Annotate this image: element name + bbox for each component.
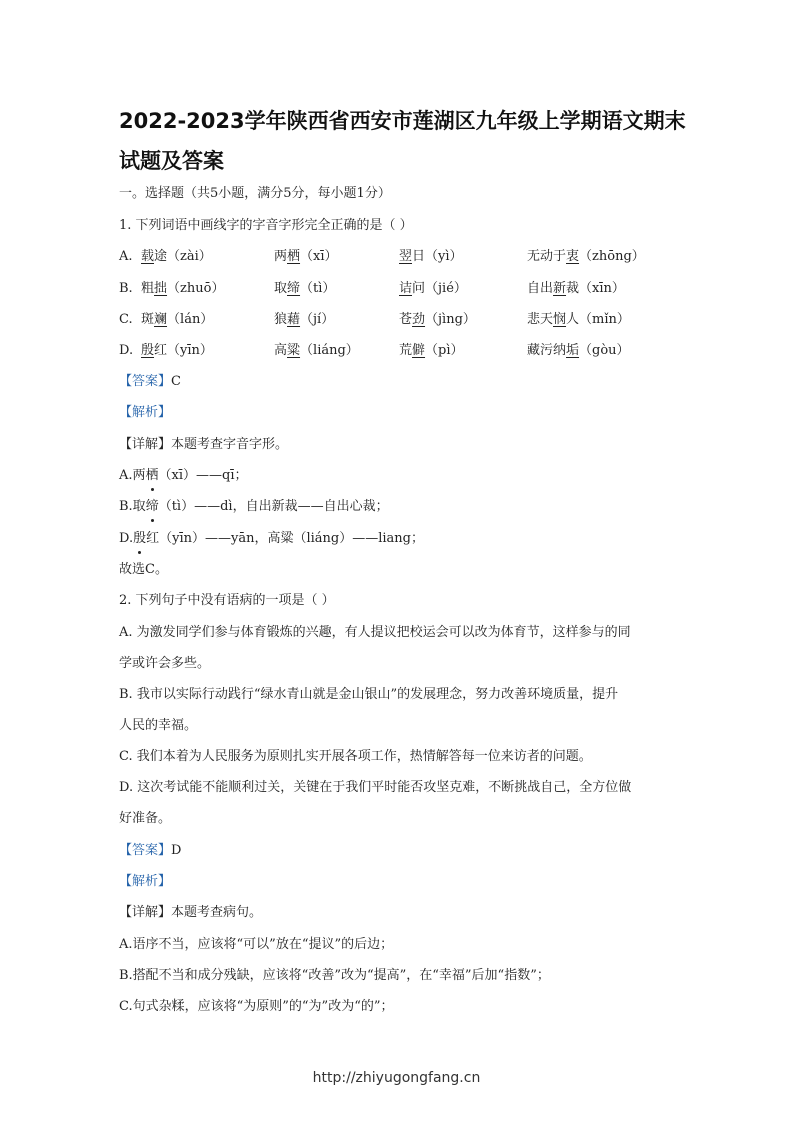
word-text: （tì） <box>300 281 336 296</box>
word-text: 狼 <box>274 312 288 327</box>
analysis-tag: 【解析】 <box>119 874 172 889</box>
answer-value: D <box>171 843 182 858</box>
question-2-option-line: 好准备。 <box>119 811 172 826</box>
page-title: 2022-2023学年陕西省西安市莲湖区九年级上学期语文期末试题及答案 <box>119 109 686 173</box>
underlined-char: 悯 <box>553 312 567 327</box>
point-text: B.取 <box>119 499 146 514</box>
word-text: 途（zài） <box>154 249 212 264</box>
point-text: 红（yīn）——yān，高粱（liáng）——liang； <box>146 531 424 546</box>
word-text: （lán） <box>167 312 214 327</box>
question-2-option-line: C. 我们本着为人民服务为原则扎实开展各项工作，热情解答每一位来访者的问题。 <box>119 749 592 764</box>
detail-line-2 <box>119 904 262 922</box>
dotted-char: 栖 <box>145 468 159 483</box>
explanation-point <box>119 467 248 485</box>
word-text: 人（mǐn） <box>566 312 630 327</box>
option-word <box>274 280 335 298</box>
word-text: 高 <box>274 343 288 358</box>
word-text: 斑 <box>141 312 155 327</box>
option-word <box>399 342 464 360</box>
detail-text: 本题考查字音字形。 <box>171 437 289 452</box>
question-2-option-line: 人民的幸福。 <box>119 718 198 733</box>
explanation-point <box>119 530 424 548</box>
underlined-char: 粱 <box>287 343 301 358</box>
word-text: （jìng） <box>425 312 476 327</box>
underlined-char: 垢 <box>566 343 580 358</box>
question-2-stem: 2. 下列句子中没有语病的一项是（ ） <box>119 593 335 608</box>
underlined-char: 新 <box>553 281 567 296</box>
dotted-char: 殷 <box>133 531 147 546</box>
underlined-char: 翌 <box>399 249 413 264</box>
option-letter: C. <box>119 312 133 327</box>
option-word <box>527 311 630 329</box>
point-text: D. <box>119 531 134 546</box>
word-text: 自出 <box>527 281 554 296</box>
question-2-option-line: D. 这次考试能不能顺利过关，关键在于我们平时能否攻坚克难，不断挑战自己，全方位做 <box>119 780 632 795</box>
word-text: 苍 <box>399 312 413 327</box>
word-text: 藏污纳 <box>527 343 567 358</box>
word-text: （xī） <box>300 249 338 264</box>
point-text: A.两 <box>119 468 146 483</box>
option-word <box>527 342 630 360</box>
option-letter: A. <box>119 249 133 264</box>
word-text: 悲天 <box>527 312 554 327</box>
explanation-point <box>119 498 389 516</box>
question-1-stem: 1. 下列词语中画线字的字音字形完全正确的是（ ） <box>119 218 413 233</box>
word-text: 取 <box>274 281 288 296</box>
word-text: 日（yì） <box>412 249 463 264</box>
conclusion: 故选C。 <box>119 562 168 577</box>
footer-url: http://zhiyugongfang.cn <box>312 1070 481 1086</box>
word-text: 两 <box>274 249 288 264</box>
word-text: （jí） <box>300 312 335 327</box>
option-word <box>141 248 212 266</box>
underlined-char: 藉 <box>287 312 301 327</box>
word-text: （gòu） <box>579 343 630 358</box>
underlined-char: 殷 <box>141 343 155 358</box>
analysis-tag: 【解析】 <box>119 405 172 420</box>
question-2-option-line: 学或许会多些。 <box>119 656 211 671</box>
detail-line-1 <box>119 436 288 454</box>
answer-tag: 【答案】 <box>119 374 172 389</box>
word-text: 问（jié） <box>412 281 467 296</box>
option-word <box>399 311 476 329</box>
option-word <box>527 280 625 298</box>
underlined-char: 衷 <box>566 249 580 264</box>
option-word <box>399 248 463 266</box>
dotted-char: 缔 <box>145 499 159 514</box>
detail-tag: 【详解】 <box>119 437 172 452</box>
word-text: （pì） <box>425 343 464 358</box>
option-letter: B. <box>119 281 133 296</box>
option-word <box>399 280 467 298</box>
underlined-char: 拙 <box>154 281 168 296</box>
point-text: （xī）——qī； <box>158 468 248 483</box>
word-text: （zhuō） <box>167 281 225 296</box>
option-letter: D. <box>119 343 134 358</box>
word-text: 荒 <box>399 343 413 358</box>
option-word <box>141 311 213 329</box>
detail-text: 本题考查病句。 <box>171 905 263 920</box>
underlined-char: 诘 <box>399 281 413 296</box>
explanation-point: A.语序不当，应该将“可以”放在“提议”的后边； <box>119 937 394 952</box>
answer-tag: 【答案】 <box>119 843 172 858</box>
word-text: （zhōng） <box>579 249 645 264</box>
option-word <box>141 342 213 360</box>
explanation-point: C.句式杂糅，应该将“为原则”的“为”改为“的”； <box>119 999 394 1014</box>
point-text: （tì）——dì，自出新裁——自出心裁； <box>158 499 389 514</box>
underlined-char: 栖 <box>287 249 301 264</box>
underlined-char: 僻 <box>412 343 426 358</box>
underlined-char: 劲 <box>412 312 426 327</box>
word-text: （liáng） <box>300 343 359 358</box>
question-2-option-line: B. 我市以实际行动践行“绿水青山就是金山银山”的发展理念，努力改善环境质量，提升 <box>119 687 619 702</box>
underlined-char: 缔 <box>287 281 301 296</box>
underlined-char: 斓 <box>154 312 168 327</box>
word-text: 红（yīn） <box>154 343 213 358</box>
detail-tag: 【详解】 <box>119 905 172 920</box>
option-word <box>274 342 359 360</box>
answer-line-1 <box>119 373 181 391</box>
explanation-point: B.搭配不当和成分残缺，应该将“改善”改为“提高”，在“幸福”后加“指数”； <box>119 968 550 983</box>
answer-value: C <box>171 374 181 389</box>
word-text: 粗 <box>141 281 155 296</box>
underlined-char: 载 <box>141 249 155 264</box>
option-word <box>274 248 338 266</box>
word-text: 无动于 <box>527 249 567 264</box>
option-word <box>141 280 224 298</box>
option-word <box>527 248 645 266</box>
question-2-option-line: A. 为激发同学们参与体育锻炼的兴趣，有人提议把校运会可以改为体育节，这样参与的同 <box>119 625 631 640</box>
word-text: 裁（xīn） <box>566 281 625 296</box>
answer-line-2 <box>119 842 181 860</box>
option-word <box>274 311 334 329</box>
section-heading: 一。选择题（共5小题，满分5分，每小题1分） <box>119 186 391 201</box>
